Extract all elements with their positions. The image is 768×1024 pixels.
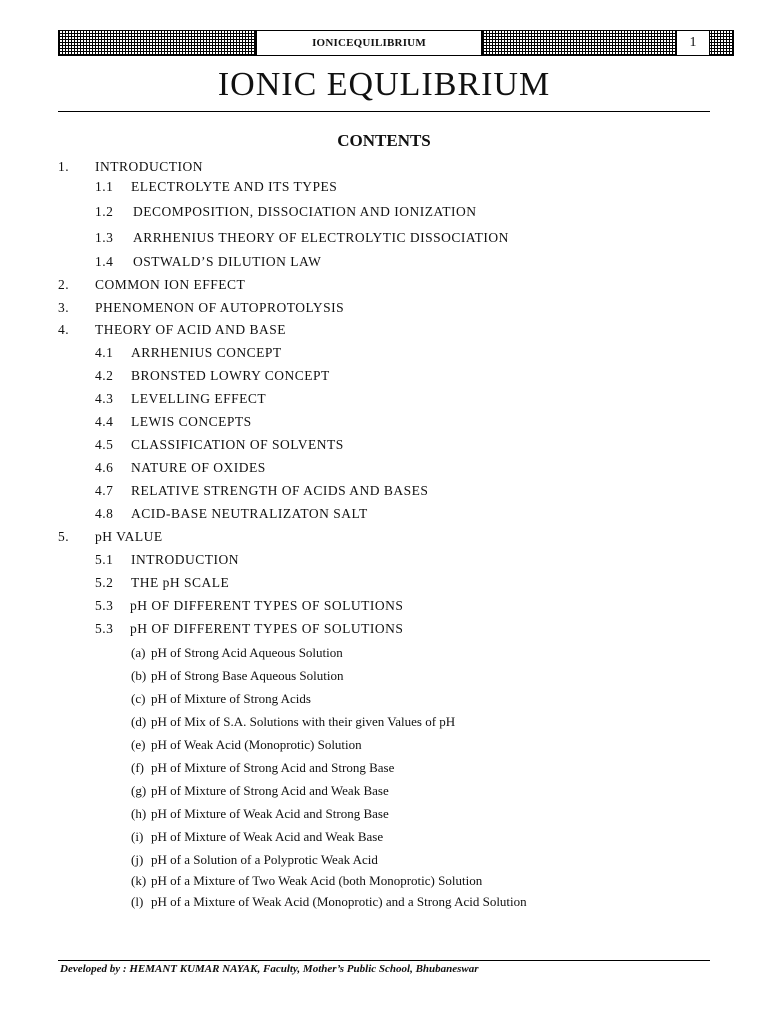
toc-sub-text: pH of Strong Base Aqueous Solution xyxy=(151,668,344,683)
toc-number: 4.1 xyxy=(95,345,114,360)
toc-sub-text: pH of Mixture of Weak Acid and Weak Base xyxy=(151,829,384,844)
toc-sub-text: pH of Weak Acid (Monoprotic) Solution xyxy=(151,737,362,752)
footer-credit: Developed by : HEMANT KUMAR NAYAK, Faculty, Mother’s Public School, Bhubaneswar xyxy=(60,963,479,975)
toc-sub-label: (h) xyxy=(131,806,147,821)
toc-text: pH OF DIFFERENT TYPES OF SOLUTIONS xyxy=(130,598,404,613)
toc-number: 5.1 xyxy=(95,552,114,567)
toc-sub-label: (i) xyxy=(131,829,144,844)
toc-sub-label: (a) xyxy=(131,645,146,660)
toc-number: 4.8 xyxy=(95,506,114,521)
contents-heading: CONTENTS xyxy=(337,131,431,150)
toc-text: PHENOMENON OF AUTOPROTOLYSIS xyxy=(95,300,345,315)
title-rule xyxy=(58,111,710,112)
page-number: 1 xyxy=(676,30,710,56)
toc-number: 4.2 xyxy=(95,368,114,383)
toc-text: CLASSIFICATION OF SOLVENTS xyxy=(131,437,344,452)
toc-sub-label: (g) xyxy=(131,783,147,798)
toc-sub-label: (f) xyxy=(131,760,144,775)
toc-number: 4.5 xyxy=(95,437,114,452)
toc-text: THEORY OF ACID AND BASE xyxy=(95,322,287,337)
running-header xyxy=(58,30,710,56)
toc-number: 2. xyxy=(58,277,70,292)
toc-number: 5.3 xyxy=(95,598,114,613)
toc-text: ELECTROLYTE AND ITS TYPES xyxy=(131,179,338,194)
toc-sub-text: pH of Mix of S.A. Solutions with their given Values of pH xyxy=(151,714,456,729)
toc-text: pH VALUE xyxy=(95,529,163,544)
toc-sub-text: pH of a Solution of a Polyprotic Weak Acid xyxy=(151,852,378,867)
running-title: IONICEQUILIBRIUM xyxy=(256,30,482,56)
toc-text: ARRHENIUS THEORY OF ELECTROLYTIC DISSOCIATION xyxy=(133,230,509,245)
toc-sub-label: (e) xyxy=(131,737,146,752)
toc-text: NATURE OF OXIDES xyxy=(131,460,266,475)
toc-sub-label: (k) xyxy=(131,873,147,888)
toc-text: RELATIVE STRENGTH OF ACIDS AND BASES xyxy=(131,483,429,498)
toc-text: COMMON ION EFFECT xyxy=(95,277,246,292)
toc-number: 4.7 xyxy=(95,483,114,498)
toc-number: 5.2 xyxy=(95,575,114,590)
toc-number: 5. xyxy=(58,529,70,544)
toc-text: LEVELLING EFFECT xyxy=(131,391,267,406)
toc-sub-text: pH of Mixture of Weak Acid and Strong Base xyxy=(151,806,389,821)
toc-number: 1.3 xyxy=(95,230,114,245)
toc-number: 5.3 xyxy=(95,621,114,636)
toc-text: INTRODUCTION xyxy=(95,159,203,174)
toc-text: INTRODUCTION xyxy=(131,552,239,567)
toc-number: 1.4 xyxy=(95,254,114,269)
toc-text: DECOMPOSITION, DISSOCIATION AND IONIZATION xyxy=(133,204,477,219)
toc-number: 3. xyxy=(58,300,70,315)
toc-text: ARRHENIUS CONCEPT xyxy=(131,345,282,360)
toc-number: 4. xyxy=(58,322,70,337)
header-hatch-left xyxy=(58,30,256,56)
toc-number: 4.4 xyxy=(95,414,114,429)
toc-text: OSTWALD’S DILUTION LAW xyxy=(133,254,322,269)
toc-text: BRONSTED LOWRY CONCEPT xyxy=(131,368,330,383)
toc-number: 4.6 xyxy=(95,460,114,475)
toc-number: 1.2 xyxy=(95,204,114,219)
footer-rule xyxy=(58,960,710,961)
toc-sub-text: pH of a Mixture of Weak Acid (Monoprotic) and a Strong Acid Solution xyxy=(151,894,527,909)
toc-sub-label: (c) xyxy=(131,691,146,706)
toc-text: ACID-BASE NEUTRALIZATON SALT xyxy=(131,506,368,521)
toc-text: THE pH SCALE xyxy=(131,575,230,590)
toc-sub-text: pH of Mixture of Strong Acid and Weak Base xyxy=(151,783,389,798)
toc-text: pH OF DIFFERENT TYPES OF SOLUTIONS xyxy=(130,621,404,636)
toc-number: 1. xyxy=(58,159,70,174)
toc-text: LEWIS CONCEPTS xyxy=(131,414,252,429)
toc-sub-text: pH of a Mixture of Two Weak Acid (both Monoprotic) Solution xyxy=(151,873,483,888)
toc-sub-label: (j) xyxy=(131,852,144,867)
toc-number: 4.3 xyxy=(95,391,114,406)
toc-sub-label: (b) xyxy=(131,668,147,683)
toc-sub-text: pH of Mixture of Strong Acids xyxy=(151,691,311,706)
toc-sub-label: (d) xyxy=(131,714,147,729)
toc-sub-text: pH of Strong Acid Aqueous Solution xyxy=(151,645,343,660)
toc-sub-text: pH of Mixture of Strong Acid and Strong Base xyxy=(151,760,395,775)
toc-number: 1.1 xyxy=(95,179,114,194)
document-title: IONIC EQULIBRIUM xyxy=(217,66,551,103)
toc-sub-label: (l) xyxy=(131,894,144,909)
